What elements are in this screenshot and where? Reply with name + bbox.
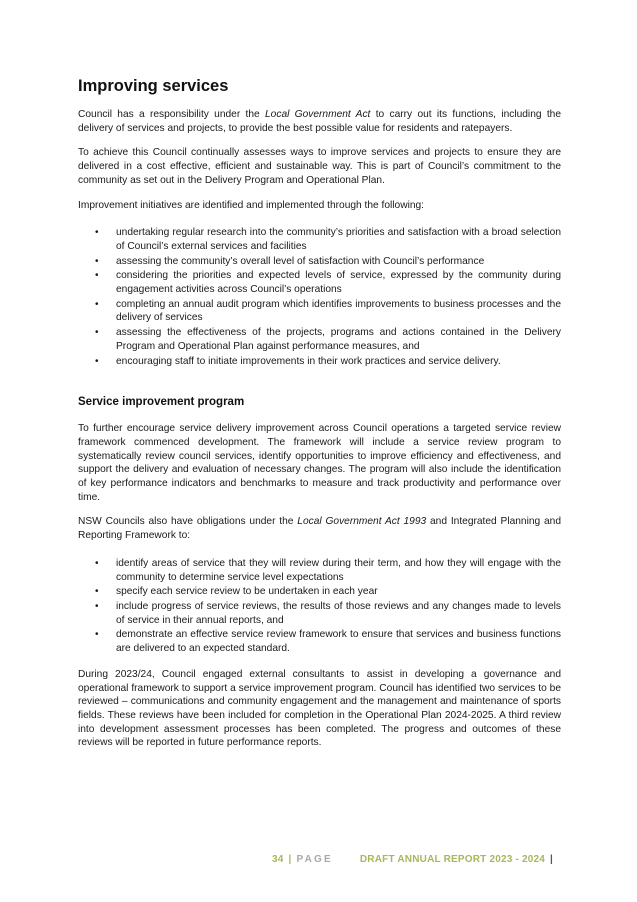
initiatives-list	[78, 226, 561, 368]
page-label: PAGE	[296, 854, 333, 865]
report-title: DRAFT ANNUAL REPORT 2023 - 2024	[359, 854, 546, 865]
section-heading: Improving services	[78, 77, 229, 95]
list-item: • completing an annual audit program which identifies improvements to business processes and the delivery of services	[95, 298, 561, 324]
list-item: • demonstrate an effective service review framework to ensure that services and business functions are delivered to an expected standard.	[95, 629, 561, 655]
review-outcomes-paragraph: During 2023/24, Council engaged external consultants to assist in developing a governance and operational framework to support a service improvement program. Council has identified two services to be reviewed – communications and community engagement and the management and maintenance of sports fields. These reviews have been included for completion in the Operational Plan 2024-2025. A third review into development assessment processes has been completed. The progress and outcomes of these reviews will be reported in future performance reports.	[78, 668, 561, 749]
list-item: • assessing the effectiveness of the projects, programs and actions contained in the Delivery Program and Operational Plan against performance measures, and	[95, 327, 561, 352]
bullet-icon: •	[95, 586, 99, 598]
bullet-icon: •	[95, 270, 99, 282]
obligations-list	[78, 557, 561, 656]
bullet-icon: •	[95, 600, 99, 612]
act-name-italic: Local Government Act	[265, 109, 371, 120]
intro-paragraph	[78, 108, 561, 135]
list-item: • include progress of service reviews, the results of those reviews and any changes made to levels of service in their annual reports, and	[95, 600, 561, 626]
intro-text-b: to carry out its functions, including the delivery of services and projects, to provide the best possible value for residents and ratepayers.	[78, 109, 562, 134]
initiatives-lead-paragraph: Improvement initiatives are identified and implemented through the following:	[78, 199, 425, 211]
list-item: • encouraging staff to initiate improvements in their work practices and service delivery.	[95, 355, 501, 367]
subsection-heading: Service improvement program	[78, 396, 245, 409]
list-item: • assessing the community’s overall level of satisfaction with Council’s performance	[95, 255, 485, 267]
list-item: • undertaking regular research into the community’s priorities and satisfaction with a broad selection of Council’s external services and facilities	[95, 227, 561, 252]
bullet-icon: •	[95, 557, 99, 569]
page-content	[78, 76, 561, 761]
bullet-icon: •	[95, 355, 99, 367]
bullet-icon: •	[95, 298, 99, 310]
obligations-paragraph: NSW Councils also have obligations under the Local Government Act 1993 and Integrated Planning and Reporting Framework to:	[78, 516, 561, 542]
page-number: 34	[272, 854, 284, 865]
footer-end-bar: |	[550, 854, 554, 865]
act-1993-italic: Local Government Act 1993	[297, 516, 427, 528]
bullet-icon: •	[95, 227, 99, 239]
bullet-icon: •	[95, 629, 99, 641]
list-item: • identify areas of service that they will review during their term, and how they will engage with the community to determine service level expectations	[95, 557, 561, 583]
list-item: • specify each service review to be undertaken in each year	[95, 586, 378, 598]
list-item: • considering the priorities and expected levels of service, expressed by the community during engagement activities across Council’s operations	[95, 270, 561, 296]
bullet-icon: •	[95, 255, 99, 267]
framework-paragraph: To further encourage service delivery improvement across Council operations a targeted service review framework commenced development. The framework will include a service review program to systematically review council services, identify opportunities to improve efficiency and effectiveness, and support the delivery and evaluation of necessary changes. The program will also include the identification of key performance indicators and benchmarks to measure and track productivity and performance over time.	[78, 423, 561, 503]
intro-text-a: Council has a responsibility under the	[78, 109, 266, 120]
bullet-icon: •	[95, 327, 99, 339]
footer-separator: |	[288, 854, 292, 865]
commitment-paragraph: To achieve this Council continually assesses ways to improve services and projects to ensure they are delivered in a cost effective, efficient and sustainable way. This is part of Council’s commitment to the community as set out in the Delivery Program and Operational Plan.	[78, 147, 561, 186]
page-footer	[272, 854, 553, 865]
